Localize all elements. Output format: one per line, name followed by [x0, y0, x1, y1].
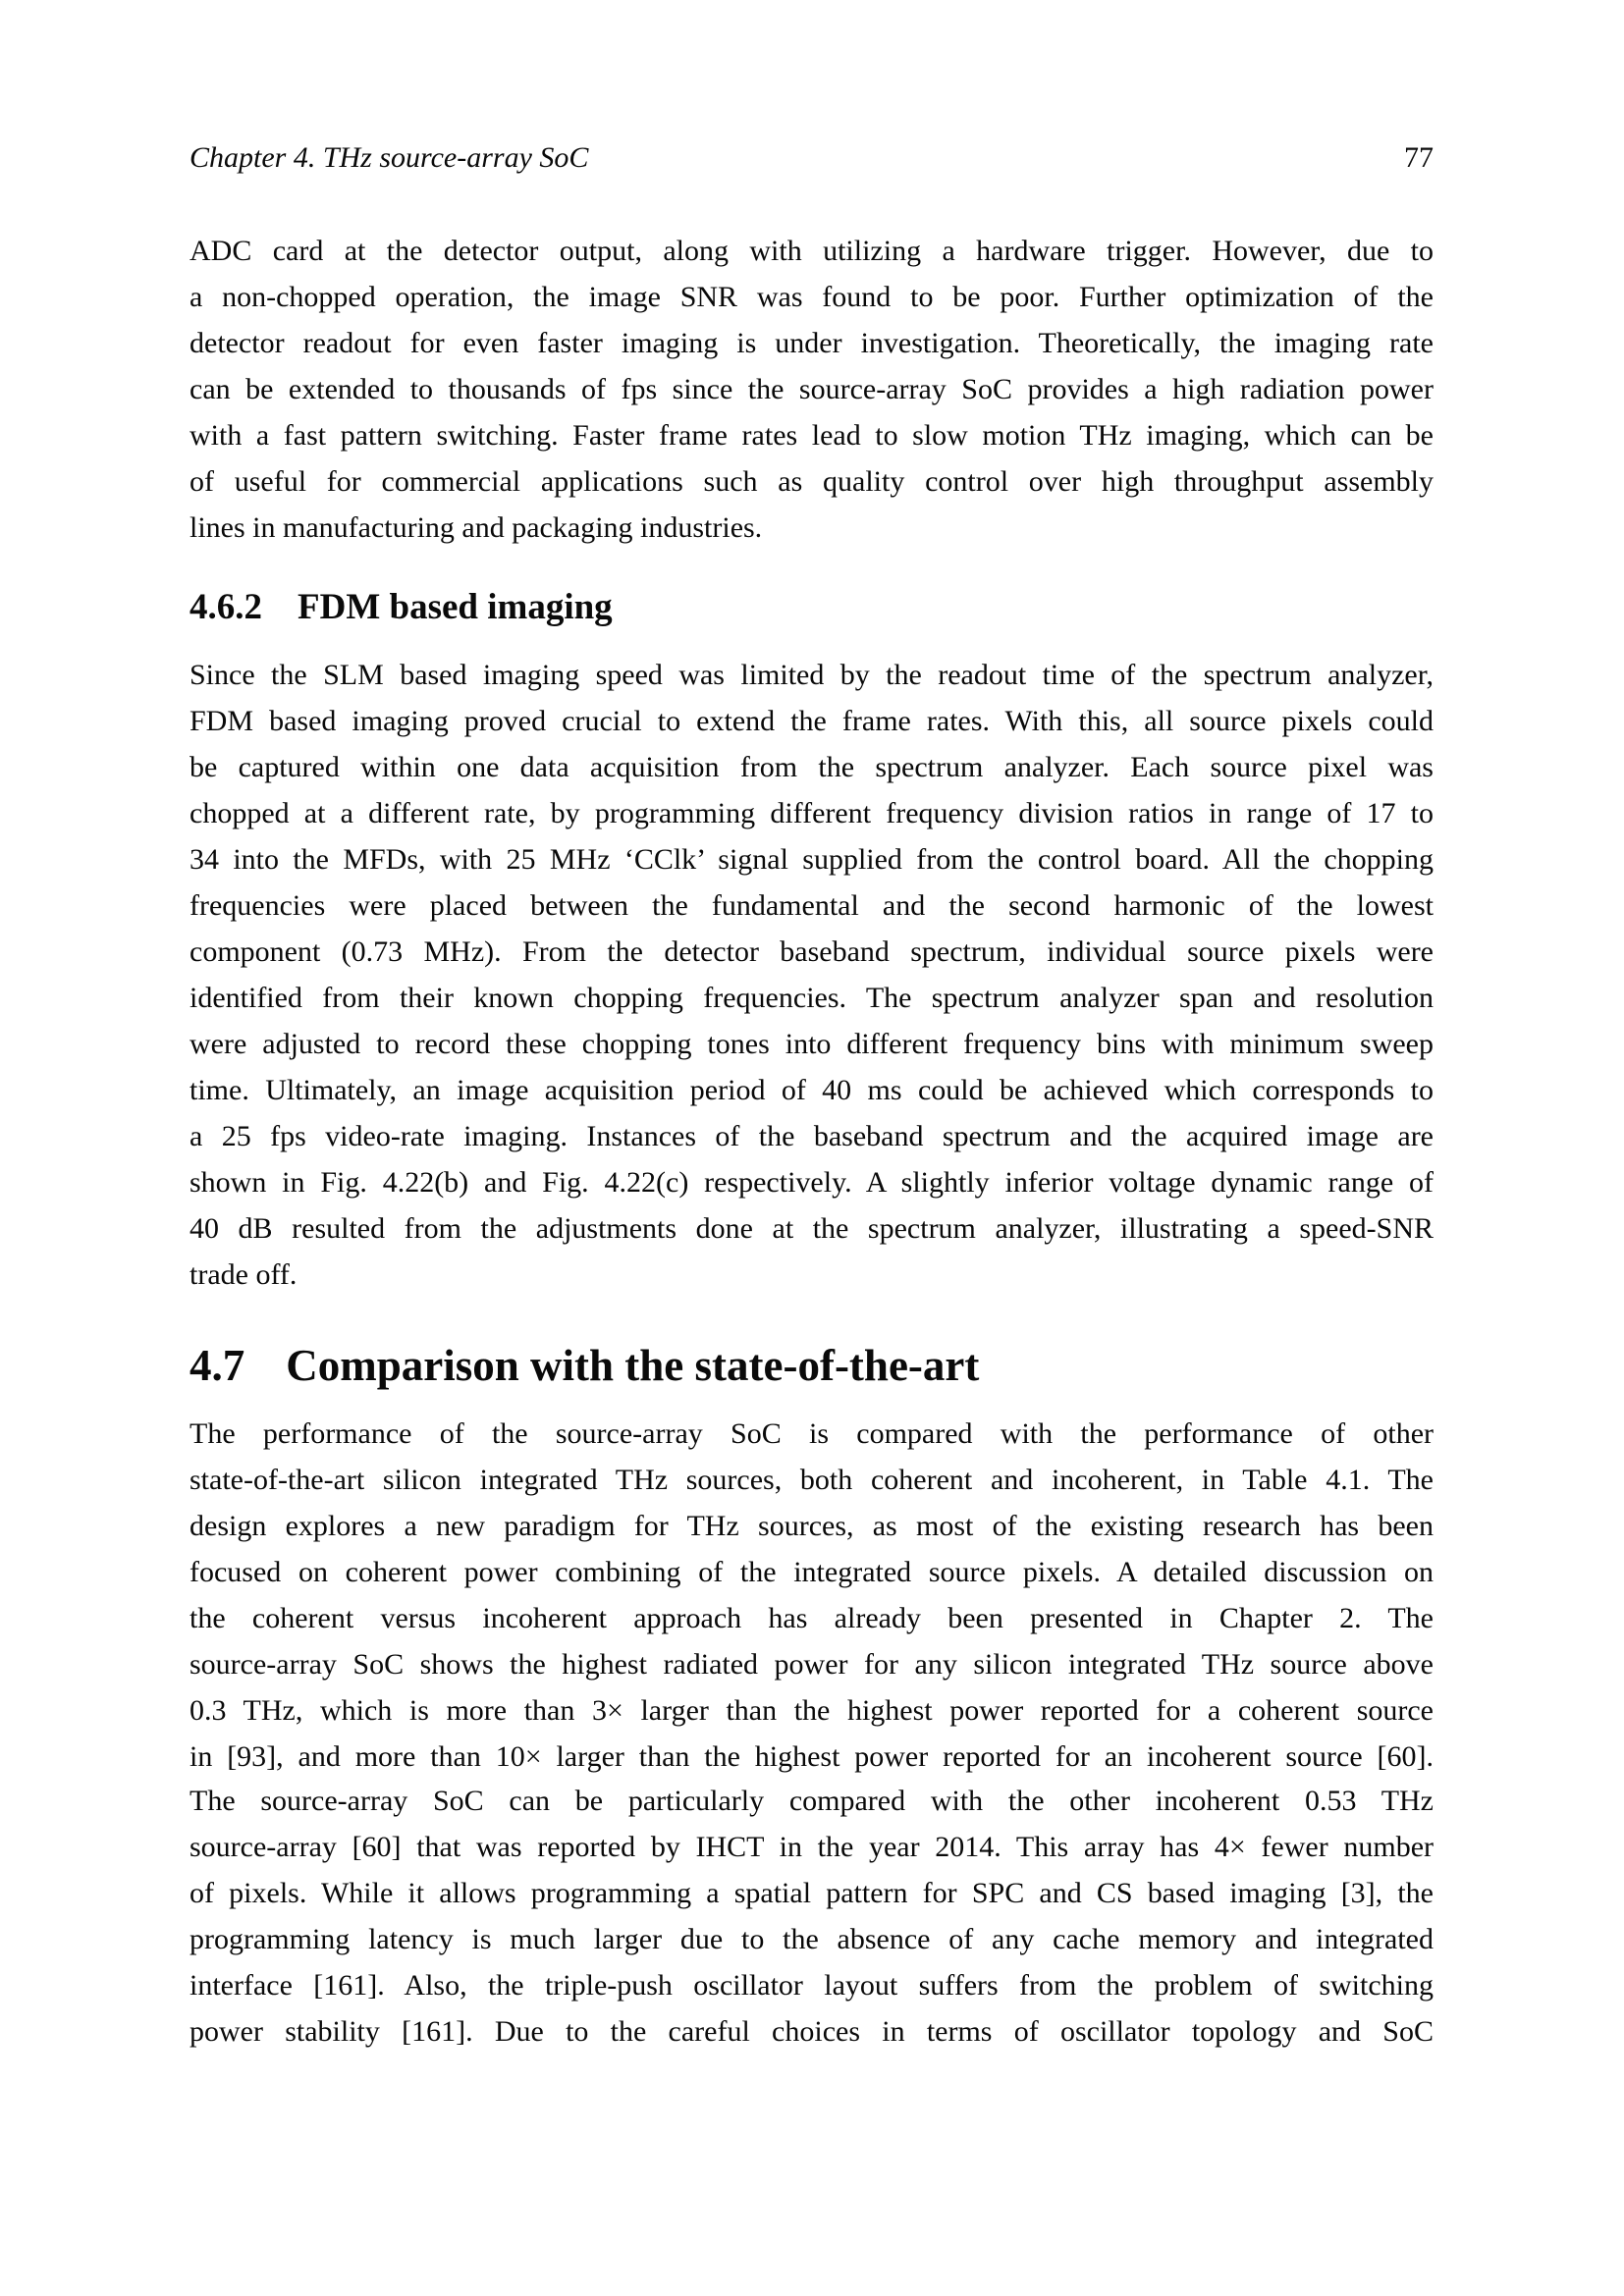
text-line: focused on coherent power combining of the integrated source pixels. A detailed discussion on	[189, 1556, 1434, 1588]
text-line: interface [161]. Also, the triple-push oscillator layout suffers from the problem of switching	[189, 1969, 1434, 2002]
text-line: identified from their known chopping frequencies. The spectrum analyzer span and resolution	[189, 982, 1434, 1014]
paragraph-incoherent-comparison	[189, 1778, 1434, 2055]
running-header	[189, 140, 1434, 176]
text-line: frequencies were placed between the fundamental and the second harmonic of the lowest	[189, 889, 1434, 922]
paragraph-fdm-imaging	[189, 652, 1434, 1298]
text-line: chopped at a different rate, by programming different frequency division ratios in range of 17 to	[189, 797, 1434, 829]
text-line: can be extended to thousands of fps since the source-array SoC provides a high radiation power	[189, 373, 1434, 405]
text-line: 0.3 THz, which is more than 3× larger than the highest power reported for a coherent source	[189, 1694, 1434, 1727]
text-line: source-array [60] that was reported by IHCT in the year 2014. This array has 4× fewer number	[189, 1831, 1434, 1863]
section-number: 4.7	[189, 1341, 245, 1390]
text-line: state-of-the-art silicon integrated THz sources, both coherent and incoherent, in Table 4.1. The	[189, 1464, 1434, 1496]
paragraph-adc-card	[189, 228, 1434, 551]
text-line: shown in Fig. 4.22(b) and Fig. 4.22(c) respectively. A slightly inferior voltage dynamic range of	[189, 1166, 1434, 1199]
subsection-title: FDM based imaging	[298, 587, 613, 627]
running-header-chapter-title: Chapter 4. THz source-array SoC	[189, 141, 589, 174]
section-title: Comparison with the state-of-the-art	[286, 1341, 980, 1390]
text-line: power stability [161]. Due to the careful choices in terms of oscillator topology and SoC	[189, 2015, 1434, 2048]
text-line: lines in manufacturing and packaging industries.	[189, 511, 763, 544]
text-line: time. Ultimately, an image acquisition period of 40 ms could be achieved which corresponds to	[189, 1074, 1434, 1106]
text-line: component (0.73 MHz). From the detector baseband spectrum, individual source pixels were	[189, 935, 1434, 968]
text-line: be captured within one data acquisition from the spectrum analyzer. Each source pixel was	[189, 751, 1434, 783]
text-line: ADC card at the detector output, along with utilizing a hardware trigger. However, due to	[189, 235, 1434, 267]
text-line: Since the SLM based imaging speed was limited by the readout time of the spectrum analyzer,	[189, 659, 1434, 691]
text-line: with a fast pattern switching. Faster frame rates lead to slow motion THz imaging, which can be	[189, 419, 1434, 452]
text-line: FDM based imaging proved crucial to extend the frame rates. With this, all source pixels could	[189, 705, 1434, 737]
text-line: 34 into the MFDs, with 25 MHz ‘CClk’ signal supplied from the control board. All the chopping	[189, 843, 1434, 876]
text-line: a non-chopped operation, the image SNR was found to be poor. Further optimization of the	[189, 281, 1434, 313]
subsection-number: 4.6.2	[189, 587, 262, 627]
section-heading	[189, 1338, 1434, 1393]
text-line: detector readout for even faster imaging is under investigation. Theoretically, the imaging rate	[189, 327, 1434, 359]
text-line: 40 dB resulted from the adjustments done at the spectrum analyzer, illustrating a speed-SNR	[189, 1212, 1434, 1245]
text-line: source-array SoC shows the highest radiated power for any silicon integrated THz source above	[189, 1648, 1434, 1681]
text-line: The source-array SoC can be particularly compared with the other incoherent 0.53 THz	[189, 1785, 1434, 1817]
text-line: in [93], and more than 10× larger than the highest power reported for an incoherent source [60].	[189, 1740, 1434, 1773]
text-line: a 25 fps video-rate imaging. Instances of the baseband spectrum and the acquired image are	[189, 1120, 1434, 1152]
text-line: The performance of the source-array SoC is compared with the performance of other	[189, 1417, 1434, 1450]
text-line: the coherent versus incoherent approach has already been presented in Chapter 2. The	[189, 1602, 1434, 1634]
text-line: design explores a new paradigm for THz sources, as most of the existing research has been	[189, 1510, 1434, 1542]
paragraph-comparison	[189, 1411, 1434, 1780]
text-line: programming latency is much larger due to the absence of any cache memory and integrated	[189, 1923, 1434, 1955]
text-line: were adjusted to record these chopping tones into different frequency bins with minimum sweep	[189, 1028, 1434, 1060]
text-line: of pixels. While it allows programming a spatial pattern for SPC and CS based imaging [3], the	[189, 1877, 1434, 1909]
page-number: 77	[1404, 141, 1434, 174]
subsection-heading	[189, 585, 1434, 630]
text-line: of useful for commercial applications such as quality control over high throughput assembly	[189, 465, 1434, 498]
text-line: trade off.	[189, 1258, 298, 1291]
